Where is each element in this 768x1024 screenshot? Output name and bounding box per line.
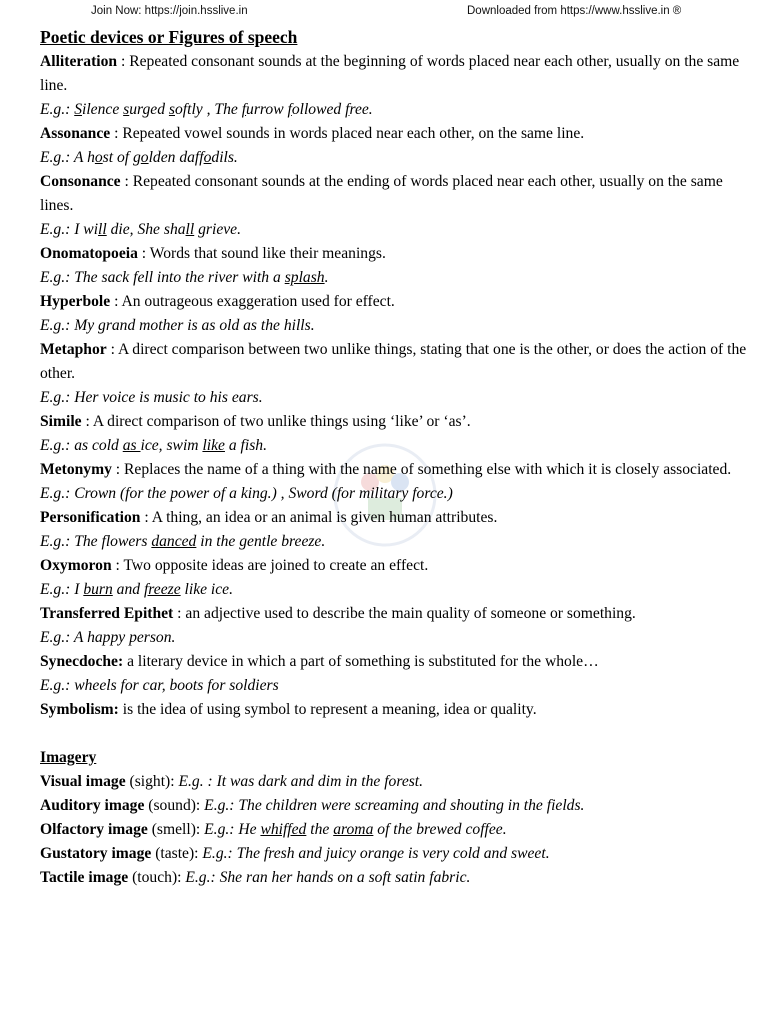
device-example [40, 626, 752, 650]
imagery-item [40, 770, 752, 794]
device-definition [40, 50, 752, 98]
example-fragment: of the brewed coffee. [373, 821, 507, 838]
imagery-sense: (taste): [151, 845, 203, 862]
join-link[interactable]: Join Now: https://join.hsslive.in [91, 5, 248, 17]
device-term: Assonance [40, 125, 111, 142]
underlined-fragment: s [123, 101, 130, 118]
device-definition [40, 554, 752, 578]
download-source-link[interactable]: Downloaded from https://www.hsslive.in ® [467, 5, 682, 17]
device-example [40, 314, 752, 338]
example-fragment: E.g.: My grand mother is as old as the hills. [40, 317, 315, 334]
imagery-example [185, 869, 470, 886]
imagery-example [202, 845, 549, 862]
device-term: Alliteration [40, 53, 118, 70]
device-text: Words that sound like their meanings. [149, 245, 386, 262]
underlined-fragment: burn [83, 581, 113, 598]
imagery-item [40, 818, 752, 842]
example-fragment: E.g.: She ran her hands on a soft satin fabric. [185, 869, 471, 886]
underlined-fragment: as [122, 437, 141, 454]
example-fragment: grieve. [194, 221, 241, 238]
imagery-term: Olfactory image [40, 821, 148, 838]
imagery-example [178, 773, 423, 790]
underlined-fragment: f [287, 101, 292, 118]
device-definition [40, 122, 752, 146]
example-fragment: E.g.: Crown (for the power of a king.) , Sword (for military force.) [40, 485, 453, 502]
device-text: an adjective used to describe the main quality of someone or something. [185, 605, 636, 622]
device-term: Consonance [40, 173, 121, 190]
underlined-fragment: o [140, 149, 149, 166]
device-definition [40, 458, 752, 482]
imagery-term: Gustatory image [40, 845, 152, 862]
device-separator: : [110, 125, 123, 142]
device-term: Symbolism: [40, 701, 119, 718]
underlined-fragment: ll [98, 221, 107, 238]
device-separator: : [111, 557, 124, 574]
device-definition [40, 650, 752, 674]
device-example [40, 530, 752, 554]
device-text: A direct comparison of two unlike things using ‘like’ or ‘as’. [92, 413, 471, 430]
device-example [40, 482, 752, 506]
imagery-example [204, 797, 584, 814]
example-fragment: urrow [246, 101, 288, 118]
imagery-heading: Imagery [40, 749, 97, 766]
device-separator: : [173, 605, 186, 622]
example-fragment: the [306, 821, 334, 838]
underlined-fragment: s [168, 101, 175, 118]
example-fragment: a fish. [224, 437, 267, 454]
example-fragment: E.g.: The fresh and juicy orange is very cold and sweet. [202, 845, 550, 862]
imagery-item [40, 866, 752, 890]
device-definition [40, 290, 752, 314]
device-separator: : [120, 173, 133, 190]
device-term: Personification [40, 509, 141, 526]
device-example [40, 218, 752, 242]
example-fragment: die, She sha [106, 221, 186, 238]
underlined-fragment: o [94, 149, 103, 166]
imagery-list [40, 770, 752, 890]
underlined-fragment: f [345, 101, 350, 118]
device-example [40, 674, 752, 698]
device-text: Two opposite ideas are joined to create an effect. [123, 557, 429, 574]
device-text: Repeated vowel sounds in words placed near each other, on the same line. [122, 125, 585, 142]
underlined-fragment: ll [185, 221, 195, 238]
device-text: a literary device in which a part of something is substituted for the whole… [127, 653, 599, 670]
imagery-sense: (sight): [125, 773, 179, 790]
underlined-fragment: whiffed [260, 821, 307, 838]
underlined-fragment: S [74, 101, 83, 118]
imagery-sense: (sound): [144, 797, 205, 814]
device-text: Repeated consonant sounds at the ending of words placed near each other, usually on the same lines. [40, 173, 723, 214]
example-fragment: dils. [211, 149, 238, 166]
device-definition [40, 410, 752, 434]
device-example [40, 146, 752, 170]
imagery-sense: (smell): [147, 821, 205, 838]
device-example [40, 266, 752, 290]
device-separator: : [137, 245, 150, 262]
imagery-item [40, 794, 752, 818]
example-fragment: ice, swim [140, 437, 203, 454]
example-fragment: E.g.: The sack fell into the river with a [40, 269, 285, 286]
imagery-item [40, 842, 752, 866]
example-fragment: urged [129, 101, 169, 118]
device-separator: : [140, 509, 152, 526]
example-fragment: E.g.: The flowers [40, 533, 152, 550]
underlined-fragment: danced [151, 533, 197, 550]
underlined-fragment: like [202, 437, 225, 454]
device-definition [40, 698, 752, 722]
device-term: Metaphor [40, 341, 107, 358]
device-separator: : [81, 413, 93, 430]
example-fragment: E.g.: The children were screaming and shouting in the fields. [204, 797, 585, 814]
example-fragment: like ice. [180, 581, 234, 598]
device-example [40, 578, 752, 602]
device-text: Repeated consonant sounds at the beginning of words placed near each other, usually on the same line. [40, 53, 740, 94]
underlined-fragment: f [241, 101, 247, 118]
device-term: Onomatopoeia [40, 245, 138, 262]
device-definition [40, 506, 752, 530]
device-example [40, 434, 752, 458]
example-fragment: ollowed [291, 101, 346, 118]
underlined-fragment: aroma [333, 821, 374, 838]
device-text: is the idea of using symbol to represent a meaning, idea or quality. [122, 701, 537, 718]
imagery-term: Tactile image [40, 869, 129, 886]
imagery-term: Visual image [40, 773, 126, 790]
example-fragment: E.g.: A happy person. [40, 629, 176, 646]
device-separator: : [117, 53, 130, 70]
imagery-sense: (touch): [128, 869, 186, 886]
device-term: Synecdoche: [40, 653, 124, 670]
device-term: Simile [40, 413, 82, 430]
example-fragment: E.g.: He [204, 821, 261, 838]
example-fragment: E.g.: I [40, 581, 84, 598]
device-definition [40, 338, 752, 386]
device-example [40, 98, 752, 122]
example-fragment: oftly , The [175, 101, 242, 118]
example-fragment: E.g. : It was dark and dim in the forest. [178, 773, 424, 790]
device-example [40, 386, 752, 410]
device-text: A thing, an idea or an animal is given human attributes. [151, 509, 498, 526]
imagery-term: Auditory image [40, 797, 145, 814]
example-fragment: E.g.: I wi [40, 221, 99, 238]
example-fragment: E.g.: Her voice is music to his ears. [40, 389, 263, 406]
example-fragment: E.g.: A h [40, 149, 95, 166]
example-fragment: and [112, 581, 144, 598]
device-term: Oxymoron [40, 557, 112, 574]
device-separator: : [111, 461, 125, 478]
example-fragment: in the gentle breeze. [196, 533, 326, 550]
example-fragment: ree. [349, 101, 373, 118]
device-definition [40, 170, 752, 218]
example-fragment: E.g.: wheels for car, boots for soldiers [40, 677, 279, 694]
example-fragment: ilence [82, 101, 124, 118]
example-fragment: E.g.: as cold [40, 437, 123, 454]
device-text: Replaces the name of a thing with the name of something else with which it is closely associated. [124, 461, 732, 478]
device-text: A direct comparison between two unlike things, stating that one is the other, or does the action of the other. [40, 341, 747, 382]
imagery-example [204, 821, 506, 838]
document-body [40, 24, 752, 890]
device-term: Transferred Epithet [40, 605, 174, 622]
underlined-fragment: freeze [143, 581, 181, 598]
page-title: Poetic devices or Figures of speech [40, 27, 298, 47]
download-header [0, 0, 768, 24]
device-term: Metonymy [40, 461, 112, 478]
device-definition [40, 602, 752, 626]
example-fragment: . [324, 269, 329, 286]
device-term: Hyperbole [40, 293, 111, 310]
device-separator: : [106, 341, 118, 358]
devices-list [40, 50, 752, 722]
device-separator: : [110, 293, 122, 310]
underlined-fragment: splash [284, 269, 325, 286]
underlined-fragment: o [203, 149, 212, 166]
device-definition [40, 242, 752, 266]
example-fragment: st of g [102, 149, 141, 166]
device-text: An outrageous exaggeration used for effect. [121, 293, 395, 310]
example-fragment: lden daff [148, 149, 204, 166]
example-fragment: E.g.: [40, 101, 75, 118]
